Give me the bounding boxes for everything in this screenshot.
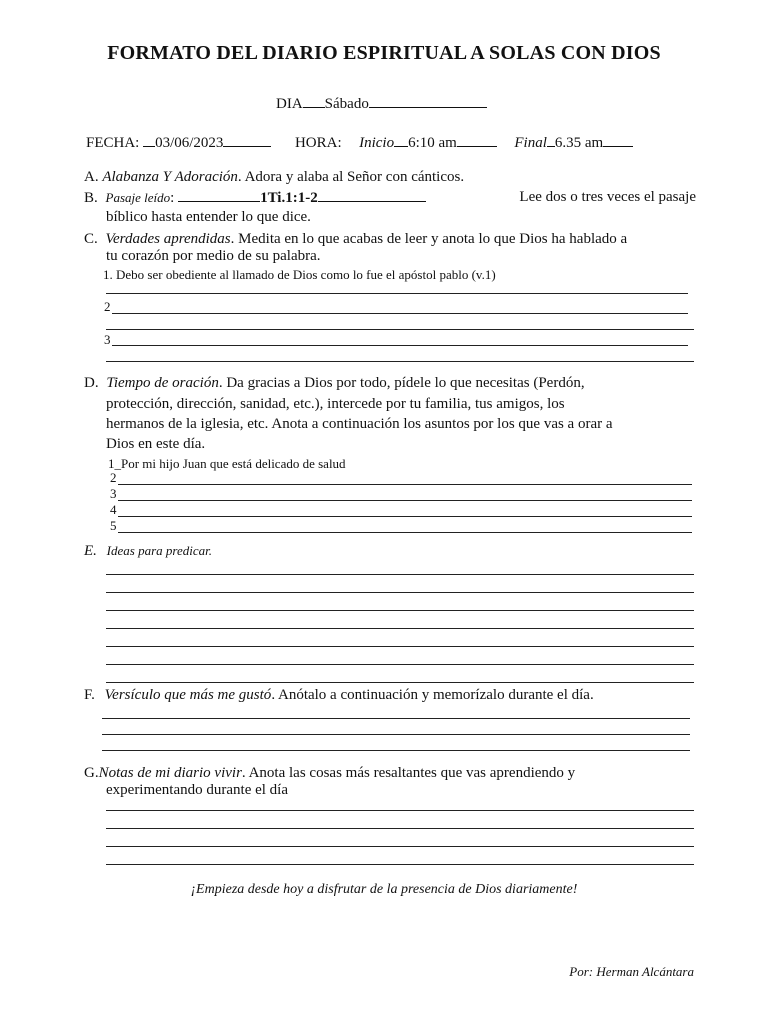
section-f-letter: F. [84,687,95,703]
prayer-line [118,500,692,501]
dia-row [276,94,487,113]
prayer-item-1: 1_Por mi hijo Juan que está delicado de salud [108,456,346,471]
section-b-heading: Pasaje leído [105,190,171,205]
section-b-text: Lee dos o tres veces el pasaje [519,189,696,205]
fecha-hora-row [86,133,633,152]
author-credit: Por: Herman Alcántara [569,964,694,979]
prayer-line [118,516,692,517]
prayer-line [118,484,692,485]
verse-line [102,734,690,735]
section-e [84,542,212,560]
prayer-number-3: 3 [110,486,117,501]
truth-line [106,293,688,294]
section-d-text-2: protección, dirección, sanidad, etc.), intercede por tu familia, tus amigos, los [106,396,565,412]
ideas-line [106,574,694,575]
ideas-line [106,610,694,611]
section-g-text: . Anota las cosas más resaltantes que vas aprendiendo y [241,765,576,781]
section-d [84,374,694,392]
section-d-text-4: Dios en este día. [106,436,206,452]
notes-line [106,846,694,847]
verse-line [102,750,690,751]
prayer-line [118,532,692,533]
section-d-text-3: hermanos de la iglesia, etc. Anota a continuación los asuntos por los que vas a orar a [106,416,613,432]
final-label: Final [514,135,547,151]
section-b [84,188,696,207]
section-f [84,686,594,704]
fecha-label: FECHA: [86,135,140,151]
notes-line [106,864,694,865]
truth-line [106,361,694,362]
prayer-number-5: 5 [110,518,117,533]
truth-number-2: 2 [104,299,111,314]
section-g-letter: G. [84,765,99,781]
section-a-text: . Adora y alaba al Señor con cánticos. [237,169,465,185]
notes-line [106,828,694,829]
inicio-value: 6:10 am [408,135,457,151]
dia-value: Sábado [324,96,369,112]
section-e-letter: E. [84,543,97,559]
ideas-line [106,646,694,647]
verse-line [102,718,690,719]
section-d-text: . Da gracias a Dios por todo, pídele lo que necesitas (Perdón, [218,375,585,391]
section-g [84,764,575,782]
ideas-line [106,628,694,629]
ideas-line [106,682,694,683]
prayer-number-2: 2 [110,470,117,485]
ideas-line [106,664,694,665]
section-a-letter: A. [84,169,99,185]
notes-line [106,810,694,811]
final-value: 6.35 am [554,135,604,151]
section-d-heading: Tiempo de oración [106,375,219,391]
truth-number-3: 3 [104,332,111,347]
hora-label: HORA: [294,135,342,151]
section-f-heading: Versículo que más me gustó [104,687,272,703]
truth-line [112,345,688,346]
closing-message: ¡Empieza desde hoy a disfrutar de la presencia de Dios diariamente! [190,882,578,897]
section-g-text-2: experimentando durante el día [106,782,289,798]
truth-line [112,313,688,314]
section-c-letter: C. [84,231,98,247]
section-c-text-2: tu corazón por medio de su palabra. [106,248,321,264]
section-f-text: . Anótalo a continuación y memorízalo durante el día. [271,687,594,703]
section-b-text-2: bíblico hasta entender lo que dice. [106,209,311,225]
section-a [84,168,464,186]
truth-item-1: 1. Debo ser obediente al llamado de Dios como lo fue el apóstol pablo (v.1) [103,267,496,282]
pasaje-value: 1Ti.1:1-2 [260,190,318,206]
prayer-number-4: 4 [110,502,117,517]
ideas-line [106,592,694,593]
inicio-label: Inicio [359,135,395,151]
section-g-heading: Notas de mi diario vivir [98,765,242,781]
section-c-heading: Verdades aprendidas [105,231,231,247]
section-a-heading: Alabanza Y Adoración [102,169,238,185]
section-c [84,230,627,248]
dia-label: DIA [276,96,303,112]
section-b-colon: : [170,190,175,206]
section-c-text: . Medita en lo que acabas de leer y anota lo que Dios ha hablado a [230,231,628,247]
section-d-letter: D. [84,375,99,391]
fecha-value: 03/06/2023 [155,135,224,151]
truth-line [106,329,694,330]
page-title: FORMATO DEL DIARIO ESPIRITUAL A SOLAS CON DIOS [107,42,661,64]
section-b-letter: B. [84,190,98,206]
section-e-heading: Ideas para predicar. [106,543,212,558]
